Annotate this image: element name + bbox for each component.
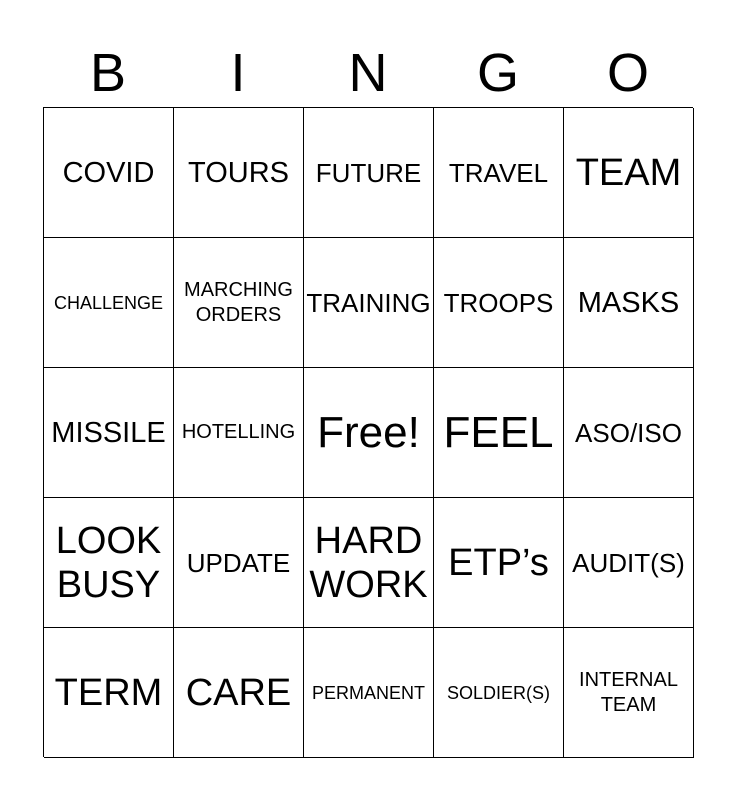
header-letter-o: O bbox=[606, 43, 649, 103]
bingo-cell[interactable] bbox=[304, 628, 434, 758]
cell-text: MASKS bbox=[577, 286, 680, 319]
bingo-cell[interactable] bbox=[434, 628, 564, 758]
cell-text: TRAINING bbox=[306, 287, 431, 318]
cell-text: TRAVEL bbox=[448, 157, 549, 188]
header-letter-g: G bbox=[476, 43, 519, 103]
header-letter-b: B bbox=[89, 43, 127, 103]
bingo-cell[interactable] bbox=[174, 108, 304, 238]
cell-text: FUTURE bbox=[315, 157, 422, 188]
header-letter-i: I bbox=[230, 43, 246, 103]
cell-text: SOLDIER(S) bbox=[446, 682, 551, 703]
bingo-grid bbox=[43, 107, 693, 757]
bingo-cell[interactable] bbox=[304, 238, 434, 368]
cell-text: LOOK BUSY bbox=[55, 519, 162, 606]
cell-text: INTERNAL TEAM bbox=[579, 668, 678, 716]
cell-text: PERMANENT bbox=[311, 682, 425, 703]
bingo-cell[interactable] bbox=[44, 628, 174, 758]
cell-text: CARE bbox=[185, 671, 292, 714]
cell-text: TROOPS bbox=[443, 287, 554, 318]
bingo-cell[interactable] bbox=[304, 498, 434, 628]
bingo-cell[interactable] bbox=[564, 368, 694, 498]
bingo-cell[interactable] bbox=[564, 628, 694, 758]
bingo-cell[interactable] bbox=[44, 238, 174, 368]
bingo-cell[interactable] bbox=[434, 108, 564, 238]
bingo-cell[interactable] bbox=[174, 238, 304, 368]
cell-text: TOURS bbox=[188, 156, 289, 189]
bingo-cell[interactable] bbox=[44, 108, 174, 238]
bingo-cell[interactable] bbox=[304, 108, 434, 238]
cell-text: TEAM bbox=[575, 151, 682, 194]
bingo-cell[interactable] bbox=[44, 368, 174, 498]
bingo-cell[interactable] bbox=[564, 108, 694, 238]
cell-text: ETP’s bbox=[448, 541, 549, 584]
bingo-cell[interactable] bbox=[564, 498, 694, 628]
bingo-cell[interactable] bbox=[434, 368, 564, 498]
cell-text: MISSILE bbox=[51, 416, 166, 449]
bingo-cell[interactable] bbox=[434, 238, 564, 368]
bingo-cell[interactable] bbox=[174, 498, 304, 628]
cell-text: AUDIT(S) bbox=[572, 547, 685, 578]
cell-text: FEEL bbox=[443, 407, 554, 457]
cell-text: Free! bbox=[317, 407, 420, 457]
cell-text: HOTELLING bbox=[181, 421, 296, 443]
cell-text: COVID bbox=[62, 156, 155, 189]
cell-text: ASO/ISO bbox=[575, 417, 682, 448]
bingo-cell[interactable] bbox=[174, 628, 304, 758]
cell-text: TERM bbox=[54, 671, 163, 714]
bingo-cell[interactable] bbox=[564, 238, 694, 368]
cell-text: CHALLENGE bbox=[53, 292, 164, 313]
cell-text: HARD WORK bbox=[309, 519, 428, 606]
bingo-cell[interactable] bbox=[434, 498, 564, 628]
cell-text: UPDATE bbox=[186, 547, 291, 578]
bingo-cell[interactable] bbox=[174, 368, 304, 498]
free-space[interactable] bbox=[304, 368, 434, 498]
bingo-cell[interactable] bbox=[44, 498, 174, 628]
bingo-header bbox=[43, 38, 693, 108]
header-letter-n: N bbox=[348, 43, 388, 103]
cell-text: MARCHING ORDERS bbox=[184, 278, 293, 326]
